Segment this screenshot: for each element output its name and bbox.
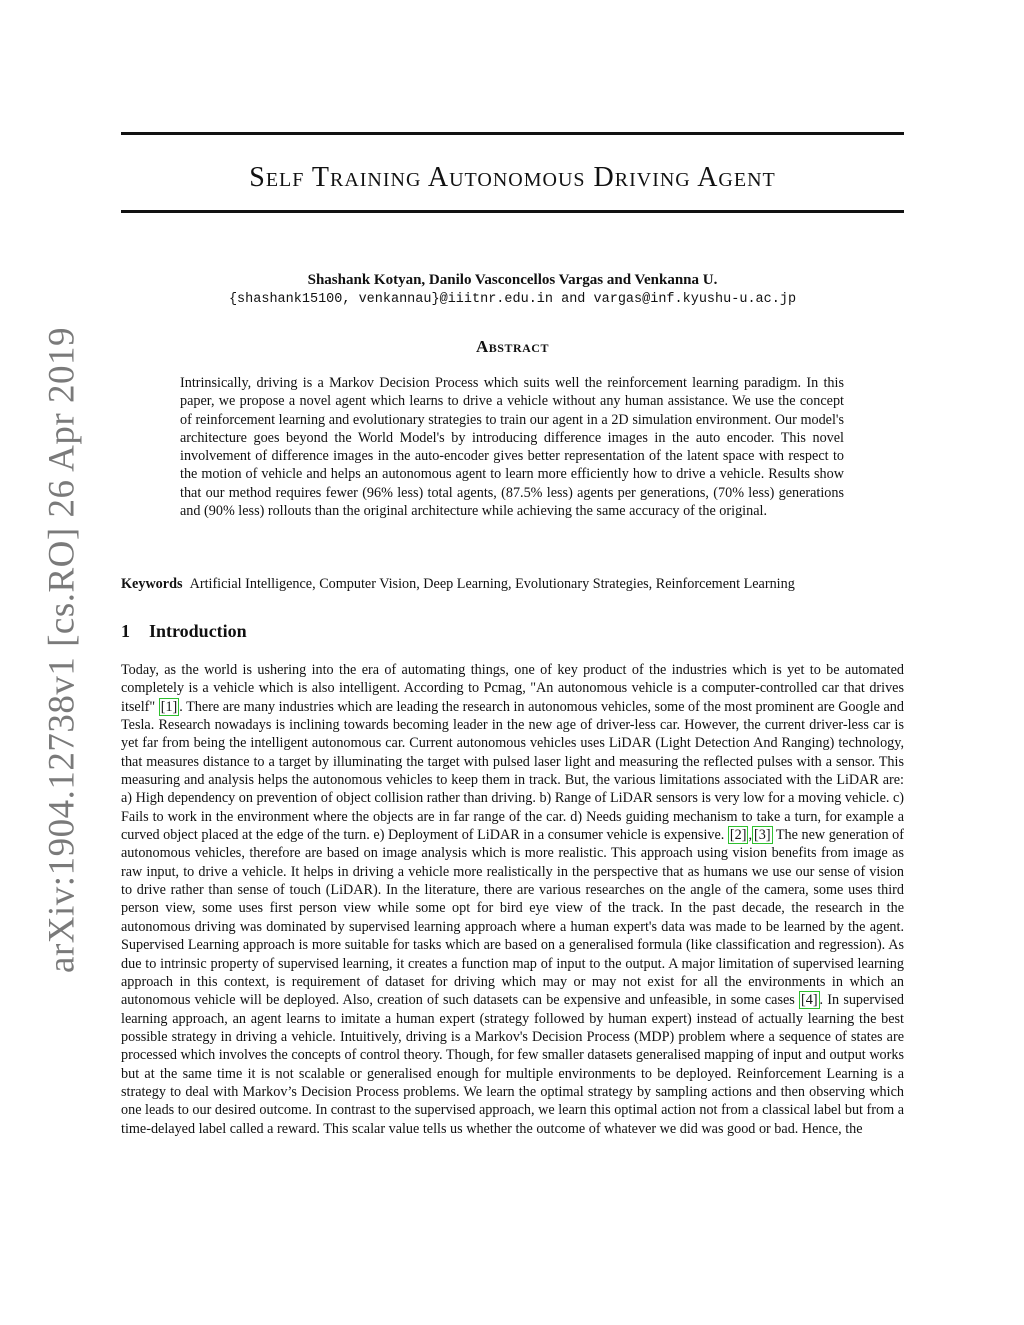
title-rule-top bbox=[121, 132, 904, 135]
keywords-label bbox=[121, 576, 183, 592]
abstract-heading: Abstract bbox=[476, 337, 549, 356]
title-rule-bottom bbox=[121, 210, 904, 213]
intro-text-4: . In supervised learning approach, an agent learns to imitate a human expert (strategy followed by human expert) instead of actually learning the best possible strategy in driving a vehicle. Intuitively, driving is a Markov's Decision Process (MDP) problem where a sequence of states are processed which involves the concepts of control theory. Though, for few smaller datasets generalised mapping of input and output works but at the same time it is not scalable or generalised enough for multiple environments to be deployed. Reinforcement Learning is a strategy to deal with Markov’s Decision Process problems. We learn the optimal strategy by sampling actions and then observing which one leads to our desired outcome. In contrast to the supervised approach, we learn this optimal action not from a classical label but from a time-delayed label called a reward. This scalar value tells us whether the outcome of whatever we did was good or bad. Hence, the bbox=[121, 992, 904, 1137]
keywords-text: Artificial Intelligence, Computer Vision, Deep Learning, Evolutionary Strategies, Reinforcement Learning bbox=[189, 576, 795, 592]
citation-separator: , bbox=[748, 827, 752, 844]
citation-link-3[interactable]: [3] bbox=[754, 827, 771, 844]
intro-text-1: Today, as the world is ushering into the era of automating things, one of key product of the industries which is yet to be automated completely is a vehicle which is also intelligent. According to Pcmag, "An autonomous vehicle is a computer-controlled car that drives itself" bbox=[121, 662, 904, 715]
author-emails: {shashank15100, venkannau}@iiitnr.edu.in and vargas@inf.kyushu-u.ac.jp bbox=[228, 292, 797, 307]
intro-text-3: The new generation of autonomous vehicles, therefore are based on image analysis which is more realistic. This approach using vision benefits from image as raw input, to drive a vehicle. It helps in driving a vehicle more realistically in the perspective that as humans we use our sense of vision to drive rather than sense of touch (LiDAR). In the literature, there are various researches on the angle of the camera, some uses third person view, some uses first person view while some opt for bird eye view of the track. In the past decade, the research in the autonomous driving was dominated by supervised learning approach where a human expert's data was made to be learned by the agent. Supervised Learning approach is more suitable for tasks which are based on a generalised formula (like classification and regression). As due to intrinsic property of supervised learning, it creates a function map of input to the output. A major limitation of supervised learning approach in this context, is requirement of dataset for driving which may or may not exist for all the environments in which an autonomous vehicle will be deployed. Also, creation of such datasets can be expensive and unfeasible, in some cases bbox=[121, 827, 904, 1009]
intro-text-2: . There are many industries which are leading the research in autonomous vehicles, some of the most prominent are Google and Tesla. Research nowadays is inclining towards becoming leader in the new age of driver-less car. However, the current driver-less car is yet far from being the intelligent autonomous car. Current autonomous vehicles uses LiDAR (Light Detection And Ranging) technology, that measures distance to a target by illuminating the target with pulsed laser light and measuring the reflected pulses with a sensor. This measuring and analysis helps the autonomous vehicles to keep them in track. But, the various limitations associated with the LiDAR are: a) High dependency on prevention of object collision rather than driving. b) Range of LiDAR sensors is very low for a moving vehicle. c) Fails to work in the environment where the objects are in far range of the car. d) Needs guiding mechanism to take a turn, for example a curved object placed at the edge of the turn. e) Deployment of LiDAR in a consumer vehicle is expensive. bbox=[121, 698, 904, 844]
arxiv-identifier-stamp: arXiv:1904.12738v1 [cs.RO] 26 Apr 2019 bbox=[41, 327, 83, 973]
citation-link-1[interactable]: [1] bbox=[160, 698, 178, 715]
citation-link-2[interactable]: [2] bbox=[729, 827, 747, 844]
introduction-paragraph bbox=[121, 661, 904, 1138]
keywords-line bbox=[121, 575, 911, 593]
section-heading-introduction bbox=[121, 620, 247, 642]
citation-link-4[interactable]: [4] bbox=[801, 992, 818, 1009]
keywords-label-rest: eywords bbox=[132, 576, 183, 592]
author-list: Shashank Kotyan, Danilo Vasconcellos Vargas and Venkanna U. bbox=[307, 272, 718, 288]
keywords-label-k: K bbox=[121, 576, 133, 592]
section-number: 1 bbox=[121, 621, 130, 641]
paper-title: Self Training Autonomous Driving Agent bbox=[249, 162, 776, 193]
section-title: Introduction bbox=[149, 621, 247, 641]
abstract-text: Intrinsically, driving is a Markov Decision Process which suits well the reinforcement learning paradigm. In this paper, we propose a novel agent which learns to drive a vehicle without any human assistance. We use the concept of reinforcement learning and evolutionary strategies to train our agent in a 2D simulation environment. Our model's architecture goes beyond the World Model's by introducing difference images in the auto encoder. This novel involvement of difference images in the auto-encoder gives better representation of the latent space with respect to the motion of vehicle and helps an autonomous agent to learn more efficiently how to drive a vehicle. Results show that our method requires fewer (96% less) total agents, (87.5% less) agents per generations, (70% less) generations and (90% less) rollouts than the original architecture while achieving the same accuracy of the original. bbox=[180, 375, 844, 520]
